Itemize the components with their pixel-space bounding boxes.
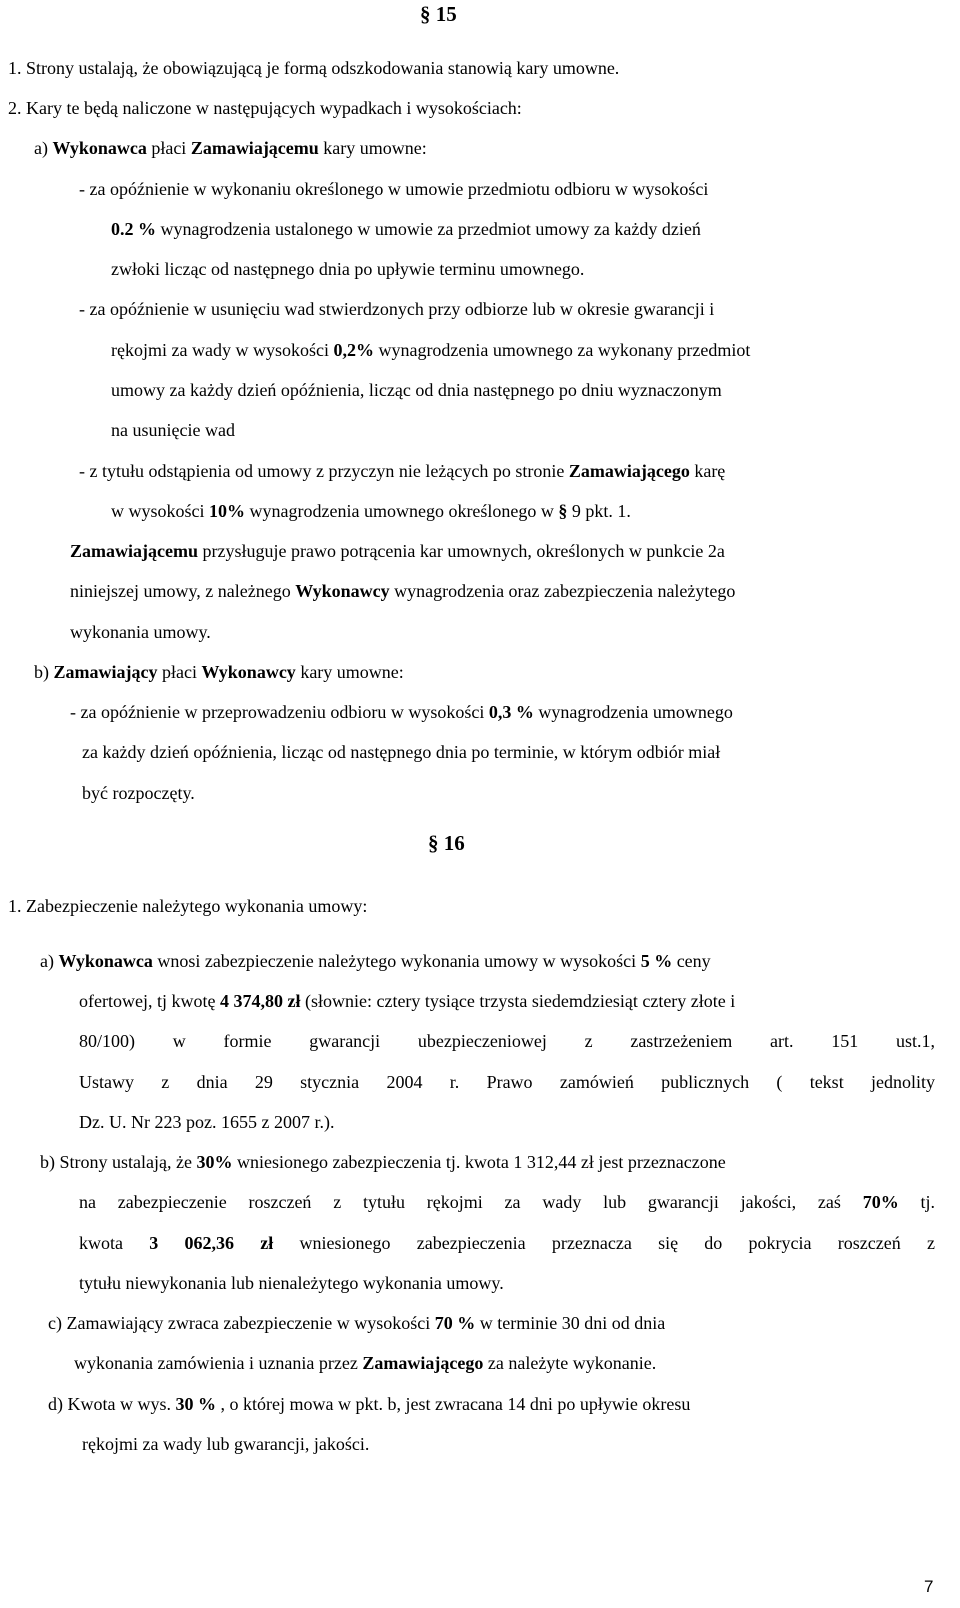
text-run: kary umowne: — [318, 138, 427, 158]
text-run: Dz. U. Nr 223 poz. 1655 z 2007 r.). — [79, 1112, 335, 1132]
text-run: - za opóźnienie w usunięciu wad stwierdzonych przy odbiorze lub w okresie gwarancji i — [79, 299, 715, 319]
text-run: wynagrodzenia oraz zabezpieczenia należytego — [389, 581, 736, 601]
text-run: b) — [34, 662, 54, 682]
s15-line — [111, 502, 631, 520]
s15-line — [111, 341, 750, 359]
bold-text: 3 062,36 zł — [149, 1233, 274, 1253]
text-run: 1. Strony ustalają, że obowiązującą je formą odszkodowania stanowią kary umowne. — [8, 58, 620, 78]
text-run: za należyte wykonanie. — [483, 1353, 657, 1373]
s15-line — [70, 582, 735, 600]
text-run: karę — [689, 461, 726, 481]
text-run: 1. Zabezpieczenie należytego wykonania umowy: — [8, 896, 368, 916]
text-run: Ustawy z dnia 29 stycznia 2004 r. Prawo zamówień publicznych ( tekst jednolity — [79, 1072, 935, 1092]
text-run: wynagrodzenia umownego określonego w — [245, 501, 559, 521]
text-run: a) — [40, 951, 59, 971]
bold-text: Wykonawcy — [201, 662, 296, 682]
s16-line — [82, 1435, 369, 1453]
s15-line — [70, 703, 733, 721]
bold-text: 30 % — [175, 1394, 216, 1414]
text-run: wniesionego zabezpieczenia tj. kwota 1 312,44 zł jest przeznaczone — [232, 1152, 726, 1172]
text-run: płaci — [157, 662, 202, 682]
s16-line — [74, 1354, 656, 1372]
s15-line — [82, 743, 720, 761]
text-run: 80/100) w formie gwarancji ubezpieczeniowej z zastrzeżeniem art. 151 ust.1, — [79, 1031, 935, 1051]
section-15-heading: § 15 — [420, 2, 457, 26]
s15-line — [70, 542, 725, 560]
text-run: za każdy dzień opóźnienia, licząc od następnego dnia po terminie, w którym odbiór miał — [82, 742, 721, 762]
s16-line — [48, 1314, 665, 1332]
bold-text: Zamawiającemu — [70, 541, 198, 561]
text-run: na usunięcie wad — [111, 420, 235, 440]
text-run: a) — [34, 138, 53, 158]
text-run: ceny — [672, 951, 711, 971]
text-run: niniejszej umowy, z należnego — [70, 581, 296, 601]
s15-line — [34, 139, 427, 157]
text-run: c) Zamawiający zwraca zabezpieczenie w wysokości — [48, 1313, 435, 1333]
s15-line — [111, 220, 701, 238]
section-16-heading: § 16 — [428, 831, 465, 855]
text-run: wynagrodzenia ustalonego w umowie za przedmiot umowy za każdy dzień — [156, 219, 701, 239]
text-run: wykonania zamówienia i uznania przez — [74, 1353, 363, 1373]
bold-text: Zamawiającego — [362, 1353, 484, 1373]
page-number: 7 — [924, 1577, 934, 1596]
bold-text: 4 374,80 zł — [219, 991, 301, 1011]
text-run: d) Kwota w wys. — [48, 1394, 176, 1414]
bold-text: 10% — [209, 501, 245, 521]
text-run: w terminie 30 dni od dnia — [475, 1313, 666, 1333]
s16-line — [79, 1032, 935, 1050]
s15-line — [8, 59, 619, 77]
text-run: 9 pkt. 1. — [567, 501, 631, 521]
text-run: wynagrodzenia umownego za wykonany przedmiot — [373, 340, 751, 360]
bold-text: Zamawiającego — [568, 461, 690, 481]
bold-text: Wykonawca — [52, 138, 147, 158]
s15-line — [82, 784, 195, 802]
text-run: przysługuje prawo potrącenia kar umownych, określonych w punkcie 2a — [197, 541, 725, 561]
s15-line — [79, 180, 708, 198]
s16-line — [79, 1193, 935, 1211]
s15-line — [8, 99, 522, 117]
s15-line — [70, 623, 211, 641]
s15-line — [34, 663, 404, 681]
text-run: kwota — [79, 1233, 150, 1253]
s16-line — [79, 1274, 504, 1292]
text-run: umowy za każdy dzień opóźnienia, licząc od dnia następnego po dniu wyznaczonym — [111, 380, 722, 400]
text-run: kary umowne: — [295, 662, 404, 682]
text-run: ofertowej, tj kwotę — [79, 991, 220, 1011]
text-run: wynagrodzenia umownego — [533, 702, 733, 722]
s15-line — [111, 260, 584, 278]
text-run: tj. — [898, 1192, 935, 1212]
text-run: rękojmi za wady w wysokości — [111, 340, 334, 360]
text-run: wykonania umowy. — [70, 622, 211, 642]
bold-text: Wykonawca — [58, 951, 153, 971]
text-run: rękojmi za wady lub gwarancji, jakości. — [82, 1434, 370, 1454]
text-run: w wysokości — [111, 501, 209, 521]
s15-line — [111, 381, 722, 399]
text-run: - za opóźnienie w przeprowadzeniu odbioru w wysokości — [70, 702, 489, 722]
s16-line — [40, 952, 711, 970]
text-run: płaci — [146, 138, 191, 158]
s16-line — [40, 1153, 726, 1171]
bold-text: 0,2% — [333, 340, 374, 360]
s16-line — [79, 1073, 935, 1091]
text-run: tytułu niewykonania lub nienależytego wykonania umowy. — [79, 1273, 504, 1293]
bold-text: 5 % — [640, 951, 673, 971]
bold-text: § — [558, 501, 568, 521]
s16-line — [48, 1395, 690, 1413]
text-run: (słownie: cztery tysiące trzysta siedemdziesiąt cztery złote i — [300, 991, 736, 1011]
text-run: , o której mowa w pkt. b, jest zwracana 14 dni po upływie okresu — [216, 1394, 691, 1414]
text-run: być rozpoczęty. — [82, 783, 195, 803]
text-run: wniesionego zabezpieczenia przeznacza się do pokrycia roszczeń z — [273, 1233, 935, 1253]
s15-line — [79, 300, 714, 318]
bold-text: 70% — [862, 1192, 899, 1212]
text-run: zwłoki licząc od następnego dnia po upływie terminu umownego. — [111, 259, 585, 279]
s15-line — [111, 421, 235, 439]
bold-text: 70 % — [434, 1313, 476, 1333]
bold-text: 0,3 % — [488, 702, 534, 722]
text-run: - za opóźnienie w wykonaniu określonego w umowie przedmiotu odbioru w wysokości — [79, 179, 709, 199]
s16-line — [79, 992, 735, 1010]
bold-text: 30% — [196, 1152, 233, 1172]
s16-line — [8, 897, 367, 915]
text-run: b) Strony ustalają, że — [40, 1152, 197, 1172]
bold-text: Wykonawcy — [295, 581, 390, 601]
text-run: wnosi zabezpieczenie należytego wykonania umowy w wysokości — [152, 951, 641, 971]
text-run: - z tytułu odstąpienia od umowy z przyczyn nie leżących po stronie — [79, 461, 569, 481]
bold-text: 0.2 % — [111, 219, 156, 239]
s15-line — [79, 462, 725, 480]
bold-text: Zamawiający — [53, 662, 158, 682]
text-run: 2. Kary te będą naliczone w następujących wypadkach i wysokościach: — [8, 98, 522, 118]
bold-text: Zamawiającemu — [190, 138, 319, 158]
s16-line — [79, 1234, 935, 1252]
text-run: na zabezpieczenie roszczeń z tytułu rękojmi za wady lub gwarancji jakości, zaś — [79, 1192, 863, 1212]
s16-line — [79, 1113, 334, 1131]
